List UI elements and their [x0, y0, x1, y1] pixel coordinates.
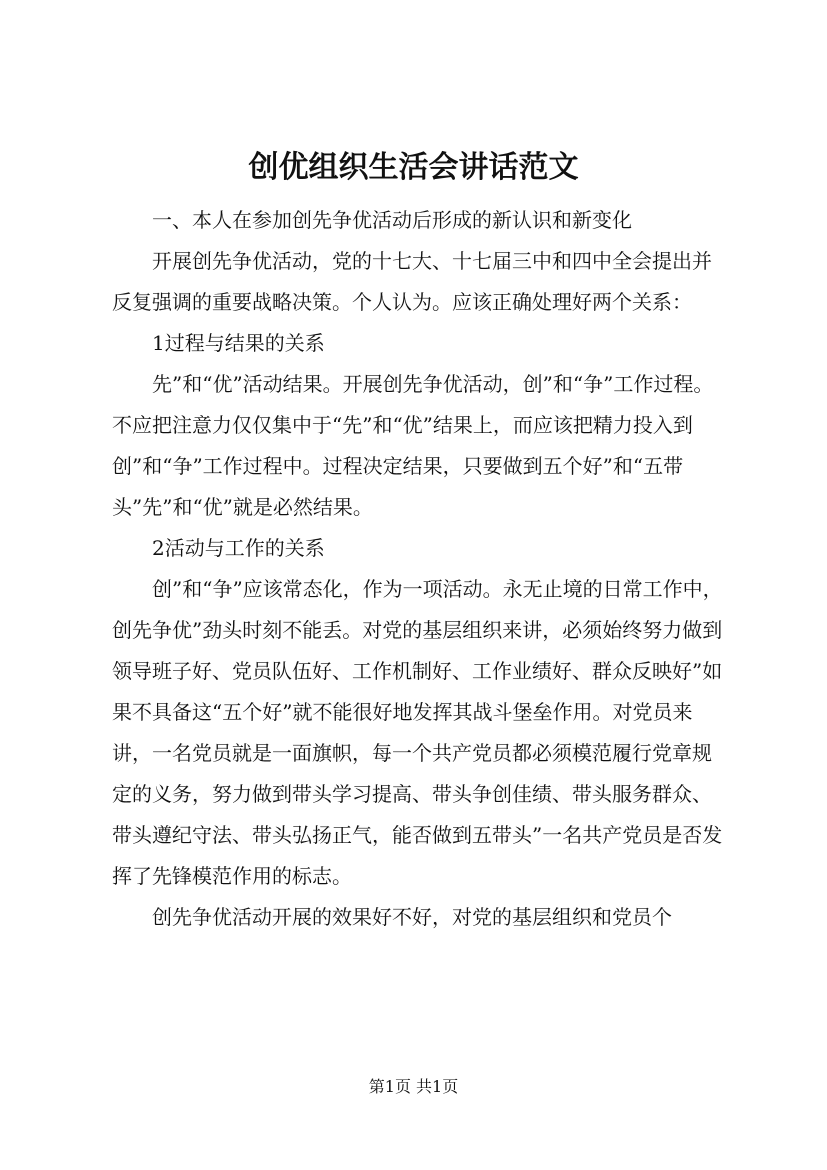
paragraph: 创”和“争”应该常态化，作为一项活动。永无止境的日常工作中，创先争优”劲头时刻不能丢。对党的基层组织来讲，必须始终努力做到领导班子好、党员队伍好、工作机制好、工作业绩好、群众反映好”如果不具备这“五个好”就不能很好地发挥其战斗堡垒作用。对党员来讲，一名党员就是一面旗帜，每一个共产党员都必须模范履行党章规定的义务，努力做到带头学习提高、带头争创佳绩、带头服务群众、带头遵纪守法、带头弘扬正气，能否做到五带头”一名共产党员是否发挥了先锋模范作用的标志。 [112, 577, 723, 888]
subsection-heading: 2活动与工作的关系 [152, 536, 325, 560]
subsection-heading: 1过程与结果的关系 [152, 331, 325, 355]
paragraph: 先”和“优”活动结果。开展创先争优活动，创”和“争”工作过程。不应把注意力仅仅集中于“先”和“优”结果上，而应该把精力投入到创”和“争”工作过程中。过程决定结果，只要做到五个好”和“五带头”先”和“优”就是必然结果。 [112, 372, 714, 519]
paragraph: 开展创先争优活动，党的十七大、十七届三中和四中全会提出并反复强调的重要战略决策。个人认为。应该正确处理好两个关系： [112, 249, 712, 314]
section-heading: 一、本人在参加创先争优活动后形成的新认识和新变化 [152, 208, 632, 232]
document-title: 创优组织生活会讲话范文 [248, 150, 579, 185]
paragraph: 创先争优活动开展的效果好不好，对党的基层组织和党员个 [152, 905, 672, 929]
document-body [112, 200, 724, 938]
page-footer: 第1页 共1页 [368, 1077, 459, 1096]
